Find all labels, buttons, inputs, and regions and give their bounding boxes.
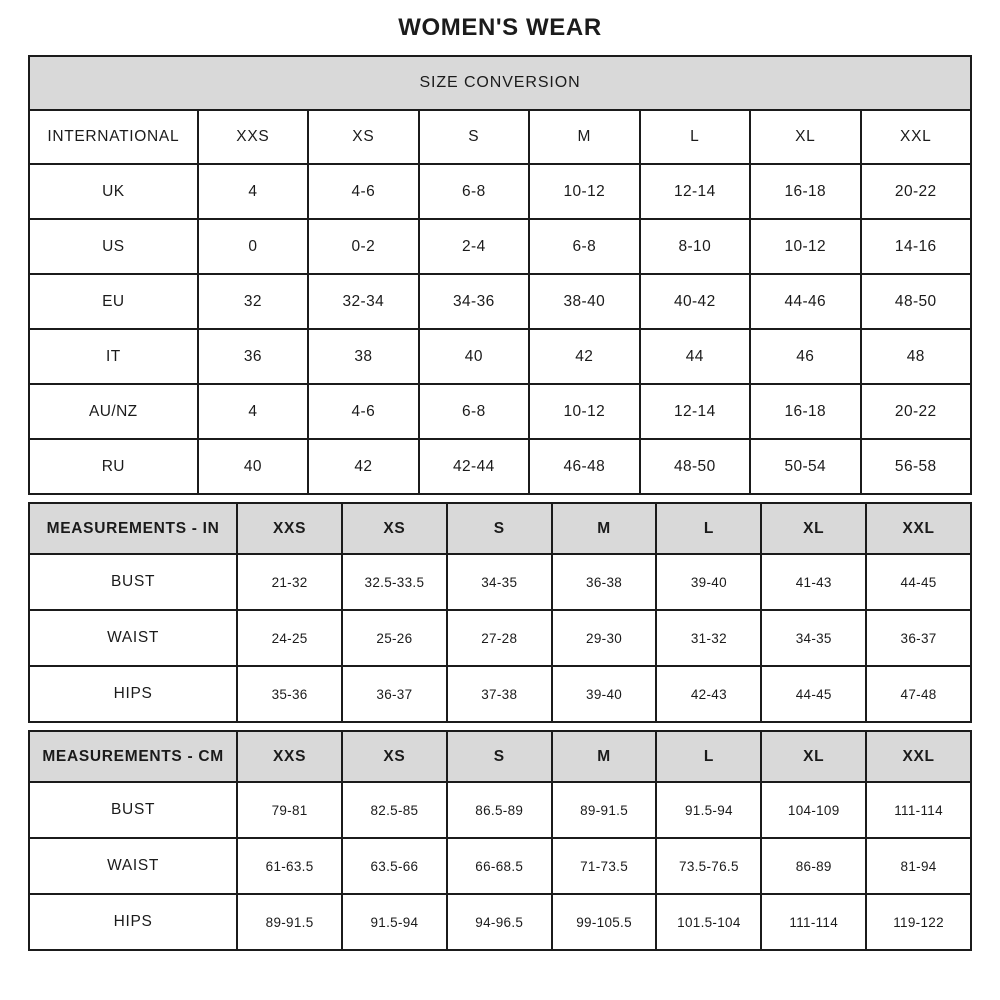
size-conversion-grid [28,55,972,495]
size-conversion-eu-s: 34-36 [419,274,529,329]
measurements-in-bust-xs: 32.5-33.5 [342,554,447,610]
measurements-in-header-m: M [552,503,657,554]
size-conversion-eu-l: 40-42 [640,274,750,329]
measurements-cm-bust-l: 91.5-94 [656,782,761,838]
measurements-cm-hips-m: 99-105.5 [552,894,657,950]
measurements-cm-bust-m: 89-91.5 [552,782,657,838]
measurements-cm-label-waist: WAIST [29,838,237,894]
size-conversion-row-us [29,219,971,274]
size-conversion-it-l: 44 [640,329,750,384]
measurements-cm-header-xl: XL [761,731,866,782]
size-conversion-it-xs: 38 [308,329,418,384]
measurements-cm-waist-m: 71-73.5 [552,838,657,894]
size-conversion-label-it: IT [29,329,198,384]
measurements-cm-waist-l: 73.5-76.5 [656,838,761,894]
size-conversion-banner-row [29,56,971,110]
size-conversion-table [28,55,972,495]
measurements-in-header-s: S [447,503,552,554]
measurements-cm-header-row [29,731,971,782]
size-conversion-uk-s: 6-8 [419,164,529,219]
size-conversion-us-xxl: 14-16 [861,219,971,274]
measurements-cm-header-m: M [552,731,657,782]
measurements-in-bust-xl: 41-43 [761,554,866,610]
size-conversion-header-xl: XL [750,110,860,164]
size-conversion-us-xxs: 0 [198,219,308,274]
size-conversion-row-eu [29,274,971,329]
size-conversion-label-uk: UK [29,164,198,219]
measurements-in-hips-xl: 44-45 [761,666,866,722]
size-conversion-it-xxl: 48 [861,329,971,384]
measurements-cm-header-l: L [656,731,761,782]
measurements-in-grid [28,502,972,723]
measurements-cm-table [28,730,972,951]
measurements-cm-bust-xs: 82.5-85 [342,782,447,838]
size-conversion-ru-xxs: 40 [198,439,308,494]
measurements-in-hips-xxs: 35-36 [237,666,342,722]
measurements-cm-waist-xl: 86-89 [761,838,866,894]
measurements-in-row-waist [29,610,971,666]
measurements-in-waist-xxs: 24-25 [237,610,342,666]
measurements-in-hips-xs: 36-37 [342,666,447,722]
size-conversion-us-s: 2-4 [419,219,529,274]
measurements-in-waist-s: 27-28 [447,610,552,666]
size-conversion-it-m: 42 [529,329,639,384]
measurements-in-label-waist: WAIST [29,610,237,666]
measurements-in-bust-xxl: 44-45 [866,554,971,610]
measurements-in-table [28,502,972,723]
size-conversion-uk-xs: 4-6 [308,164,418,219]
measurements-cm-header-xs: XS [342,731,447,782]
size-conversion-ru-l: 48-50 [640,439,750,494]
size-conversion-aunz-xxl: 20-22 [861,384,971,439]
measurements-in-header-xl: XL [761,503,866,554]
size-conversion-uk-xxl: 20-22 [861,164,971,219]
measurements-cm-bust-s: 86.5-89 [447,782,552,838]
measurements-in-header-row [29,503,971,554]
size-conversion-label-aunz: AU/NZ [29,384,198,439]
size-conversion-ru-s: 42-44 [419,439,529,494]
size-conversion-it-xxs: 36 [198,329,308,384]
measurements-cm-header-xxl: XXL [866,731,971,782]
size-conversion-ru-xxl: 56-58 [861,439,971,494]
measurements-in-row-bust [29,554,971,610]
measurements-cm-grid [28,730,972,951]
size-conversion-header-xxl: XXL [861,110,971,164]
size-conversion-aunz-m: 10-12 [529,384,639,439]
measurements-cm-waist-s: 66-68.5 [447,838,552,894]
size-conversion-eu-xl: 44-46 [750,274,860,329]
size-conversion-row-ru [29,439,971,494]
measurements-cm-row-bust [29,782,971,838]
measurements-cm-row-hips [29,894,971,950]
measurements-cm-label-bust: BUST [29,782,237,838]
size-conversion-label-ru: RU [29,439,198,494]
size-conversion-uk-xxs: 4 [198,164,308,219]
measurements-cm-bust-xl: 104-109 [761,782,866,838]
measurements-cm-hips-l: 101.5-104 [656,894,761,950]
size-conversion-label-us: US [29,219,198,274]
size-conversion-us-l: 8-10 [640,219,750,274]
size-conversion-eu-xxl: 48-50 [861,274,971,329]
size-conversion-eu-xxs: 32 [198,274,308,329]
measurements-in-header-xs: XS [342,503,447,554]
measurements-in-hips-m: 39-40 [552,666,657,722]
measurements-cm-hips-s: 94-96.5 [447,894,552,950]
size-conversion-aunz-xs: 4-6 [308,384,418,439]
measurements-in-hips-xxl: 47-48 [866,666,971,722]
measurements-in-label-bust: BUST [29,554,237,610]
size-conversion-row-aunz [29,384,971,439]
size-conversion-uk-xl: 16-18 [750,164,860,219]
measurements-cm-waist-xxl: 81-94 [866,838,971,894]
measurements-cm-hips-xxl: 119-122 [866,894,971,950]
size-conversion-header-xs: XS [308,110,418,164]
measurements-in-bust-m: 36-38 [552,554,657,610]
size-conversion-header-xxs: XXS [198,110,308,164]
size-conversion-row-uk [29,164,971,219]
measurements-in-waist-m: 29-30 [552,610,657,666]
measurements-in-bust-xxs: 21-32 [237,554,342,610]
measurements-in-header-l: L [656,503,761,554]
measurements-in-bust-l: 39-40 [656,554,761,610]
measurements-cm-label-hips: HIPS [29,894,237,950]
measurements-in-hips-s: 37-38 [447,666,552,722]
size-conversion-aunz-xxs: 4 [198,384,308,439]
size-conversion-us-xl: 10-12 [750,219,860,274]
size-conversion-header-l: L [640,110,750,164]
measurements-in-waist-xl: 34-35 [761,610,866,666]
size-conversion-aunz-xl: 16-18 [750,384,860,439]
measurements-cm-bust-xxl: 111-114 [866,782,971,838]
measurements-in-waist-l: 31-32 [656,610,761,666]
measurements-cm-hips-xl: 111-114 [761,894,866,950]
measurements-cm-header-xxs: XXS [237,731,342,782]
size-conversion-ru-xl: 50-54 [750,439,860,494]
measurements-in-header-xxs: XXS [237,503,342,554]
measurements-in-waist-xxl: 36-37 [866,610,971,666]
measurements-cm-row-waist [29,838,971,894]
size-conversion-it-s: 40 [419,329,529,384]
measurements-cm-hips-xs: 91.5-94 [342,894,447,950]
size-conversion-label-eu: EU [29,274,198,329]
size-conversion-uk-l: 12-14 [640,164,750,219]
size-conversion-aunz-l: 12-14 [640,384,750,439]
measurements-in-header-label: MEASUREMENTS - IN [29,503,237,554]
measurements-in-waist-xs: 25-26 [342,610,447,666]
size-conversion-ru-xs: 42 [308,439,418,494]
measurements-in-bust-s: 34-35 [447,554,552,610]
size-conversion-us-xs: 0-2 [308,219,418,274]
measurements-in-hips-l: 42-43 [656,666,761,722]
size-conversion-aunz-s: 6-8 [419,384,529,439]
size-conversion-banner: SIZE CONVERSION [29,56,971,110]
size-conversion-row-it [29,329,971,384]
size-conversion-header-label: INTERNATIONAL [29,110,198,164]
measurements-cm-bust-xxs: 79-81 [237,782,342,838]
size-conversion-ru-m: 46-48 [529,439,639,494]
measurements-in-label-hips: HIPS [29,666,237,722]
measurements-in-header-xxl: XXL [866,503,971,554]
measurements-cm-waist-xxs: 61-63.5 [237,838,342,894]
size-conversion-header-m: M [529,110,639,164]
measurements-cm-hips-xxs: 89-91.5 [237,894,342,950]
page-title: WOMEN'S WEAR [398,14,602,41]
measurements-cm-header-label: MEASUREMENTS - CM [29,731,237,782]
measurements-cm-waist-xs: 63.5-66 [342,838,447,894]
measurements-in-row-hips [29,666,971,722]
size-conversion-header-row [29,110,971,164]
size-conversion-it-xl: 46 [750,329,860,384]
measurements-cm-header-s: S [447,731,552,782]
size-conversion-uk-m: 10-12 [529,164,639,219]
size-conversion-eu-xs: 32-34 [308,274,418,329]
size-conversion-eu-m: 38-40 [529,274,639,329]
size-conversion-header-s: S [419,110,529,164]
size-conversion-us-m: 6-8 [529,219,639,274]
